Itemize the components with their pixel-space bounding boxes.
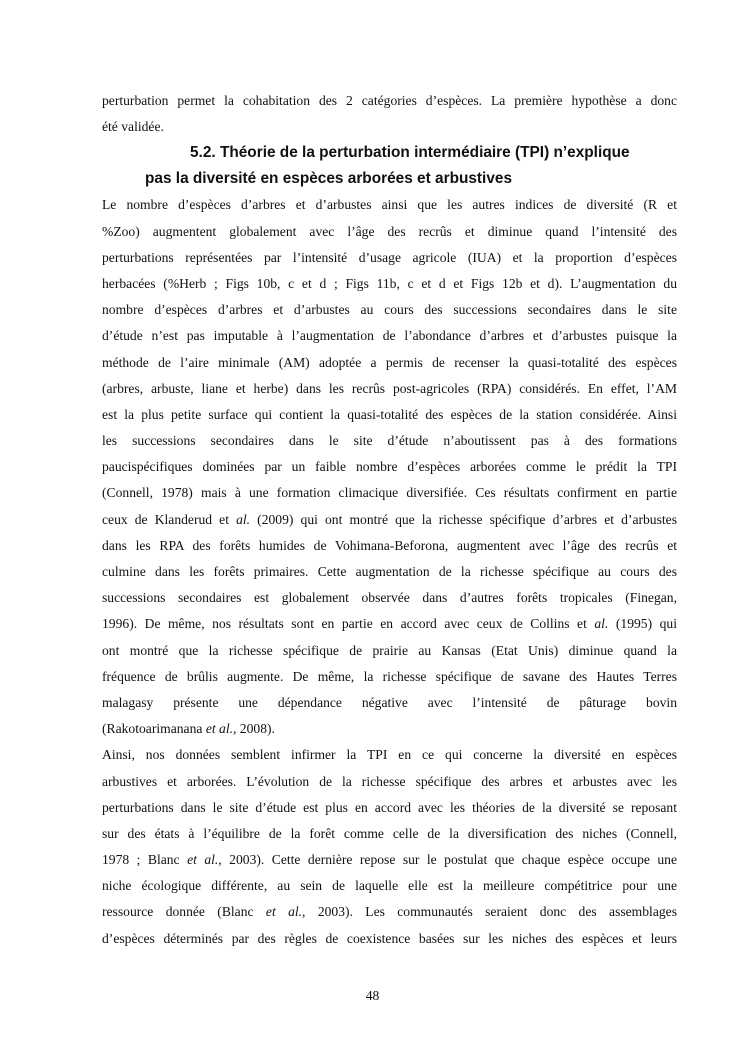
body-text-line: herbacées (%Herb ; Figs 10b, c et d ; Figs 11b, c et d et Figs 12b et d). L’augmentation du bbox=[102, 275, 677, 291]
body-text-line: (Connell, 1978) mais à une formation climacique diversifiée. Ces résultats confirment en partie bbox=[102, 485, 677, 501]
body-text-line: paucispécifiques dominées par un faible nombre d’espèces arborées comme le prédit la TPI bbox=[102, 459, 677, 475]
body-text-line bbox=[102, 716, 677, 742]
italic-text: al. bbox=[236, 511, 251, 527]
text-run: (Rakotoarimanana bbox=[102, 721, 206, 737]
section-heading: 5.2. Théorie de la perturbation intermédiaire (TPI) n’explique bbox=[190, 144, 630, 162]
text-run: 2003). Les communautés seraient donc des assemblages bbox=[305, 904, 677, 920]
body-text-line: est la plus petite surface qui contient la quasi-totalité des espèces de la station considérée. Ainsi bbox=[102, 406, 677, 422]
body-text-line: malagasy présente une dépendance négative avec l’intensité de pâturage bovin bbox=[102, 694, 677, 710]
paragraph bbox=[102, 742, 677, 952]
text-run: (1995) qui bbox=[608, 616, 677, 632]
body-text-line bbox=[102, 899, 677, 925]
body-text-line: culmine dans les forêts primaires. Cette augmentation de la richesse spécifique au cours des bbox=[102, 564, 677, 579]
body-text-line bbox=[102, 507, 677, 533]
body-text-line: d’étude n’est pas imputable à l’augmentation de l’abondance d’arbres et d’arbustes puisque la bbox=[102, 328, 677, 344]
body-text-line bbox=[102, 847, 677, 873]
body-text-line: dans les RPA des forêts humides de Vohimana-Beforona, augmentent avec l’âge des recrûs et bbox=[102, 537, 677, 553]
text-run: 1996). De même, nos résultats sont en partie en accord avec ceux de Collins et bbox=[102, 616, 595, 632]
body-text-line: nombre d’espèces d’arbres et d’arbustes au cours des successions secondaires dans le site bbox=[102, 302, 677, 318]
body-text-line: Le nombre d’espèces d’arbres et d’arbustes ainsi que les autres indices de diversité (R et bbox=[102, 197, 677, 213]
text-run: 2003). Cette dernière repose sur le postulat que chaque espèce occupe une bbox=[221, 852, 677, 868]
document-page bbox=[102, 88, 677, 952]
text-run: ceux de Klanderud et bbox=[102, 511, 237, 527]
body-text-line: (arbres, arbuste, liane et herbe) dans les recrûs post-agricoles (RPA) considérés. En effet, l’AM bbox=[102, 380, 677, 396]
paragraph bbox=[102, 192, 677, 742]
body-text-line: Ainsi, nos données semblent infirmer la TPI en ce qui concerne la diversité en espèces bbox=[102, 747, 677, 763]
body-text-line: méthode de l’aire minimale (AM) adoptée a permis de recenser la quasi-totalité des espèces bbox=[102, 354, 677, 370]
text-run: (2009) qui ont montré que la richesse spécifique d’arbres et d’arbustes bbox=[250, 511, 677, 527]
body-text-line: perturbations dans le site d’étude est plus en accord avec les théories de la diversité se reposant bbox=[102, 799, 677, 815]
italic-text: et al., bbox=[187, 852, 222, 868]
text-run: 2008). bbox=[236, 721, 275, 737]
italic-text: et al., bbox=[265, 904, 306, 920]
italic-text: et al., bbox=[205, 721, 237, 737]
body-text-line: niche écologique différente, au sein de laquelle elle est la meilleure compétitrice pour une bbox=[102, 878, 677, 894]
text-run: ressource donnée (Blanc bbox=[102, 904, 266, 920]
body-text-line bbox=[102, 611, 677, 637]
body-text-line: %Zoo) augmentent globalement avec l’âge des recrûs et diminue quand l’intensité des bbox=[102, 223, 677, 239]
body-text-line: ont montré que la richesse spécifique de prairie au Kansas (Etat Unis) diminue quand la bbox=[102, 642, 677, 658]
body-text-line: les successions secondaires dans le site d’étude n’aboutissent pas à des formations bbox=[102, 433, 677, 449]
section-heading-continued: pas la diversité en espèces arborées et arbustives bbox=[145, 170, 513, 188]
page-number: 48 bbox=[365, 988, 380, 1003]
body-text-line: d’espèces déterminés par des règles de coexistence basées sur les niches des espèces et leurs bbox=[102, 930, 677, 946]
body-text-line: perturbations représentées par l’intensité d’usage agricole (IUA) et la proportion d’espèces bbox=[102, 249, 677, 265]
body-text-line: été validée. bbox=[102, 119, 164, 135]
body-text-line: successions secondaires est globalement observée dans d’autres forêts tropicales (Finegan, bbox=[102, 590, 677, 606]
italic-text: al. bbox=[594, 616, 609, 632]
body-text-line: fréquence de brûlis augmente. De même, la richesse spécifique de savane des Hautes Terres bbox=[102, 668, 677, 684]
text-run: 1978 ; Blanc bbox=[102, 852, 188, 868]
body-text-line: sur des états à l’équilibre de la forêt comme celle de la diversification des niches (Connell, bbox=[102, 825, 677, 841]
body-text-line: arbustives et arborées. L’évolution de la richesse spécifique des arbres et arbustes avec les bbox=[102, 773, 677, 789]
body-text-line: perturbation permet la cohabitation des 2 catégories d’espèces. La première hypothèse a donc bbox=[102, 93, 677, 108]
